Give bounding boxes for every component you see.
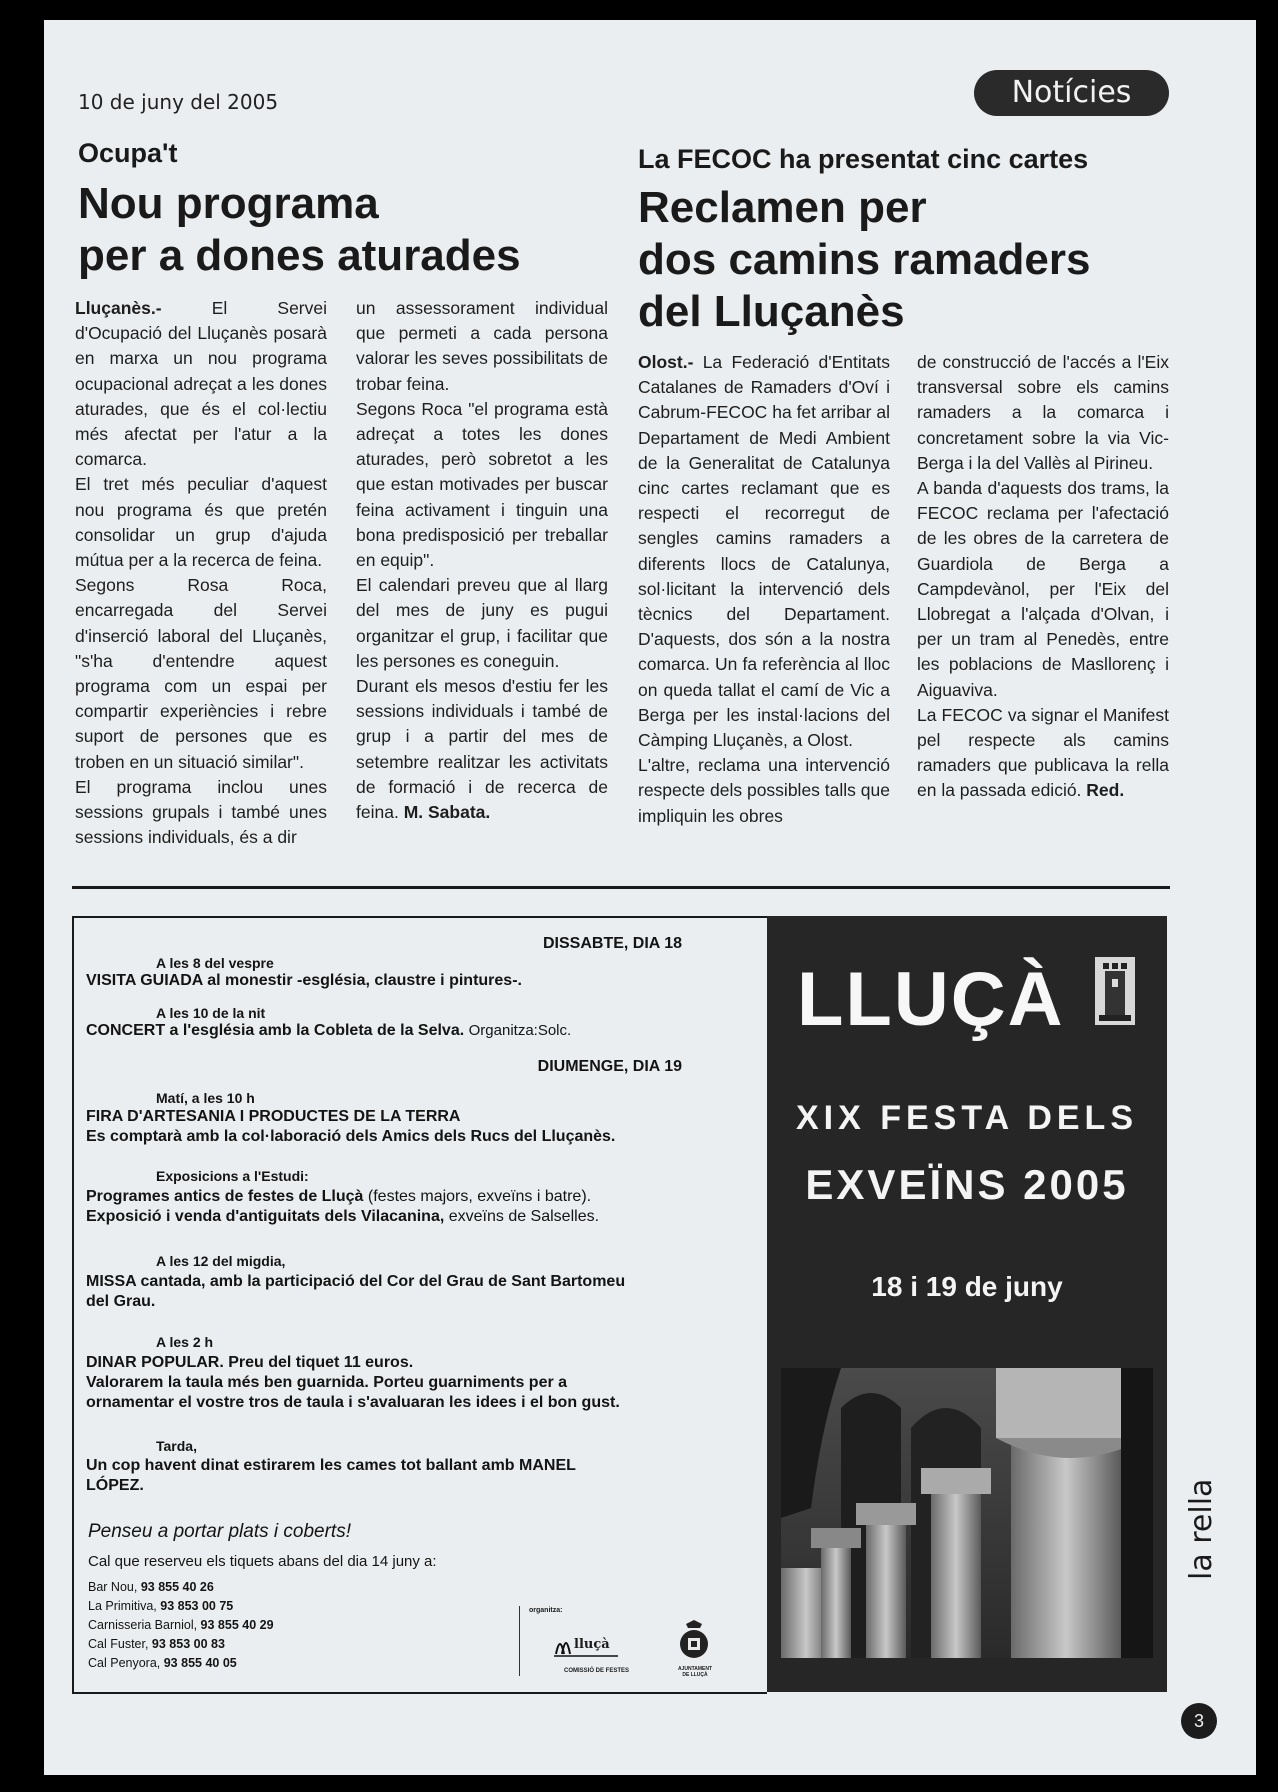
organizers-divider [519, 1606, 520, 1676]
ticket-contacts [88, 1578, 274, 1673]
contact-row: Carnisseria Barniol, 93 855 40 29 [88, 1618, 274, 1632]
article1-paragraph: Durant els mesos d'estiu fer les sessions individuals i també de grup i a partir del mes de setembre realitzar les activitats de formació i de recerca de feina. [356, 676, 608, 823]
event-time: A les 2 h [156, 1334, 214, 1350]
article1-paragraph: El Servei d'Ocupació del Lluçanès posarà en marxa un nou programa ocupacional adreçat a les dones aturades, que és el col·lectiu més afectat per l'atur a la comarca. [75, 298, 327, 470]
tickets-intro: Cal que reserveu els tiquets abans del dia 14 juny a: [88, 1553, 437, 1570]
article2-column-1 [638, 350, 890, 829]
contact-row: Cal Fuster, 93 853 00 83 [88, 1637, 225, 1651]
contact-row: La Primitiva, 93 853 00 75 [88, 1599, 234, 1613]
comissio-festes-logo [552, 1630, 630, 1674]
festival-program [72, 916, 767, 1694]
contact-row: Bar Nou, 93 855 40 26 [88, 1580, 214, 1594]
poster-subtitle-2: EXVEÏNS 2005 [805, 1161, 1129, 1208]
event-text: Es comptarà amb la col·laboració dels Amics dels Rucs del Lluçanès. [86, 1128, 616, 1145]
article1-column-2 [356, 296, 608, 825]
tower-icon [1095, 957, 1135, 1025]
day-heading: DIUMENGE, DIA 19 [537, 1058, 682, 1075]
article1-paragraph: Segons Rosa Roca, encarregada del Servei d'inserció laboral del Lluçanès, "s'ha d'entendre aquest programa com un espai per compartir experiències i rebre suport de persones que es troben en un situació similar". [75, 575, 327, 772]
event-text [86, 1188, 591, 1206]
article2-kicker: La FECOC ha presentat cinc cartes [638, 144, 1089, 174]
page-number: 3 [1181, 1703, 1217, 1739]
event-text: LÓPEZ. [86, 1477, 144, 1494]
event-time: A les 8 del vespre [156, 955, 274, 971]
event-text-main: CONCERT a l'església amb la Cobleta de la Selva. [86, 1022, 465, 1039]
poster-title: LLUÇÀ [797, 957, 1065, 1042]
festival-poster [767, 916, 1167, 1692]
reminder-text: Penseu a portar plats i coberts! [88, 1521, 351, 1542]
coat-of-arms-icon [677, 1618, 711, 1664]
ajuntament-crest [677, 1618, 713, 1678]
article1-paragraph: El calendari preveu que al llarg del mes de juny es pugui organitzar el grup, i facilitar que les persones es coneguin. [356, 575, 608, 671]
article1-headline [78, 178, 521, 282]
article2-paragraph: de construcció de l'accés a l'Eix transversal sobre els camins ramaders a la comarca i concretament sobre la via Vic-Berga i la del Vallès al Pirineu. [917, 352, 1169, 473]
article2-paragraph: A banda d'aquests dos trams, la FECOC reclama per l'afectació de les obres de la carretera de Guardiola de Berga a Campdevànol, per l'Eix del Llobregat a l'alçada d'Olvan, i per un tram al Penedès, entre les poblacions de Masllorenç i Aiguaviva. [917, 478, 1169, 700]
org1-logo-text: lluçà [574, 1637, 610, 1652]
article1-paragraph: un assessorament individual que permeti a cada persona valorar les seves possibilitats de trobar feina. [356, 298, 608, 394]
event-organizer: Organitza:Solc. [468, 1022, 572, 1039]
event-time: Exposicions a l'Estudi: [156, 1168, 309, 1184]
tower-emblem [1095, 957, 1135, 1025]
article2-headline-line2: dos camins ramaders [638, 235, 1091, 284]
section-divider [72, 886, 1170, 889]
event-text: MISSA cantada, amb la participació del Cor del Grau de Sant Bartomeu [86, 1273, 626, 1290]
day-heading: DISSABTE, DIA 18 [543, 935, 682, 952]
event-text [86, 1022, 571, 1040]
cloister-photo [781, 1368, 1153, 1658]
article1-headline-line2: per a dones aturades [78, 231, 521, 280]
event-time: Tarda, [156, 1438, 197, 1454]
event-time: A les 10 de la nit [156, 1005, 266, 1021]
org1-caption: COMISSIÓ DE FESTES [564, 1668, 630, 1674]
article2-column-2 [917, 350, 1169, 804]
event-text: ornamentar el vostre tros de taula i s'avaluaran les idees i el bon gust. [86, 1394, 620, 1411]
newspaper-page [44, 20, 1256, 1775]
article2-dateline: Olost.- [638, 352, 694, 372]
contact-row: Cal Penyora, 93 855 40 05 [88, 1656, 237, 1670]
event-text: del Grau. [86, 1293, 156, 1310]
event-text: DINAR POPULAR. Preu del tiquet 11 euros. [86, 1354, 414, 1371]
article1-paragraph: El tret més peculiar d'aquest nou programa és que pretén consolidar un grup d'ajuda mútua per a la recerca de feina. [75, 474, 327, 571]
article1-headline-line1: Nou programa [78, 179, 379, 228]
event-text-bold: Programes antics de festes de Lluçà [86, 1188, 364, 1205]
article2-headline-line3: del Lluçanès [638, 287, 905, 336]
event-text: VISITA GUIADA al monestir -església, claustre i pintures-. [86, 972, 522, 989]
event-text-light: exveïns de Salselles. [444, 1208, 600, 1225]
article1-paragraph: Segons Roca "el programa està adreçat a totes les dones aturades, però sobretot a les que estan motivades per buscar feina activament i tinguin una bona predisposició per treballar en equip". [356, 398, 608, 571]
section-badge: Notícies [974, 70, 1169, 116]
masthead-vertical: la rella [1184, 1478, 1219, 1580]
event-text: Un cop havent dinat estirarem les cames tot ballant amb MANEL [86, 1457, 576, 1474]
event-text: FIRA D'ARTESANIA I PRODUCTES DE LA TERRA [86, 1108, 461, 1125]
article2-headline [638, 182, 1090, 338]
org2-caption: AJUNTAMENT DE LLUÇÀ [677, 1666, 713, 1678]
article1-kicker: Ocupa't [78, 138, 178, 168]
poster-subtitle-1: XIX FESTA DELS [795, 1099, 1139, 1137]
article2-headline-line1: Reclamen per [638, 183, 927, 232]
article2-signature: Red. [1086, 780, 1125, 801]
poster-dates: 18 i 19 de juny [871, 1271, 1063, 1302]
article2-paragraph: La FECOC va signar el Manifest pel respecte als camins ramaders que publicava la rella en la passada edició. [917, 704, 1169, 801]
article2-paragraph: La Federació d'Entitats Catalanes de Ramaders d'Oví i Cabrum-FECOC ha fet arribar al Departament de Medi Ambient de la Generalitat de Catalunya cinc cartes reclamant que es respecti el recorregut de sengles camins ramaders a diferents llocs de Catalunya, sol·licitant la intervenció dels tècnics del Departament. D'aquests, dos són a la nostra comarca. Un fa referència al lloc on queda tallat el camí de Vic a Berga per les instal·lacions del Càmping Lluçanès, a Olost. [638, 352, 890, 751]
article1-dateline: Lluçanès.- [75, 298, 162, 318]
article1-column-1 [75, 296, 327, 850]
article1-signature: M. Sabata. [403, 802, 491, 823]
event-text-bold: Exposició i venda d'antiguitats dels Vilacanina, [86, 1208, 445, 1225]
event-time: A les 12 del migdia, [156, 1253, 286, 1269]
event-time: Matí, a les 10 h [156, 1090, 255, 1106]
organizers-label: organitza: [529, 1607, 563, 1614]
event-text [86, 1208, 599, 1226]
event-text: Valorarem la taula més ben guarnida. Porteu guarniments per a [86, 1374, 568, 1391]
event-text-light: (festes majors, exveïns i batre). [363, 1188, 592, 1205]
article2-paragraph: L'altre, reclama una intervenció respecte dels possibles talls que impliquin les obres [638, 755, 890, 826]
article1-paragraph: El programa inclou unes sessions grupals i també unes sessions individuals, és a dir [75, 776, 327, 848]
issue-date: 10 de juny del 2005 [78, 90, 279, 114]
